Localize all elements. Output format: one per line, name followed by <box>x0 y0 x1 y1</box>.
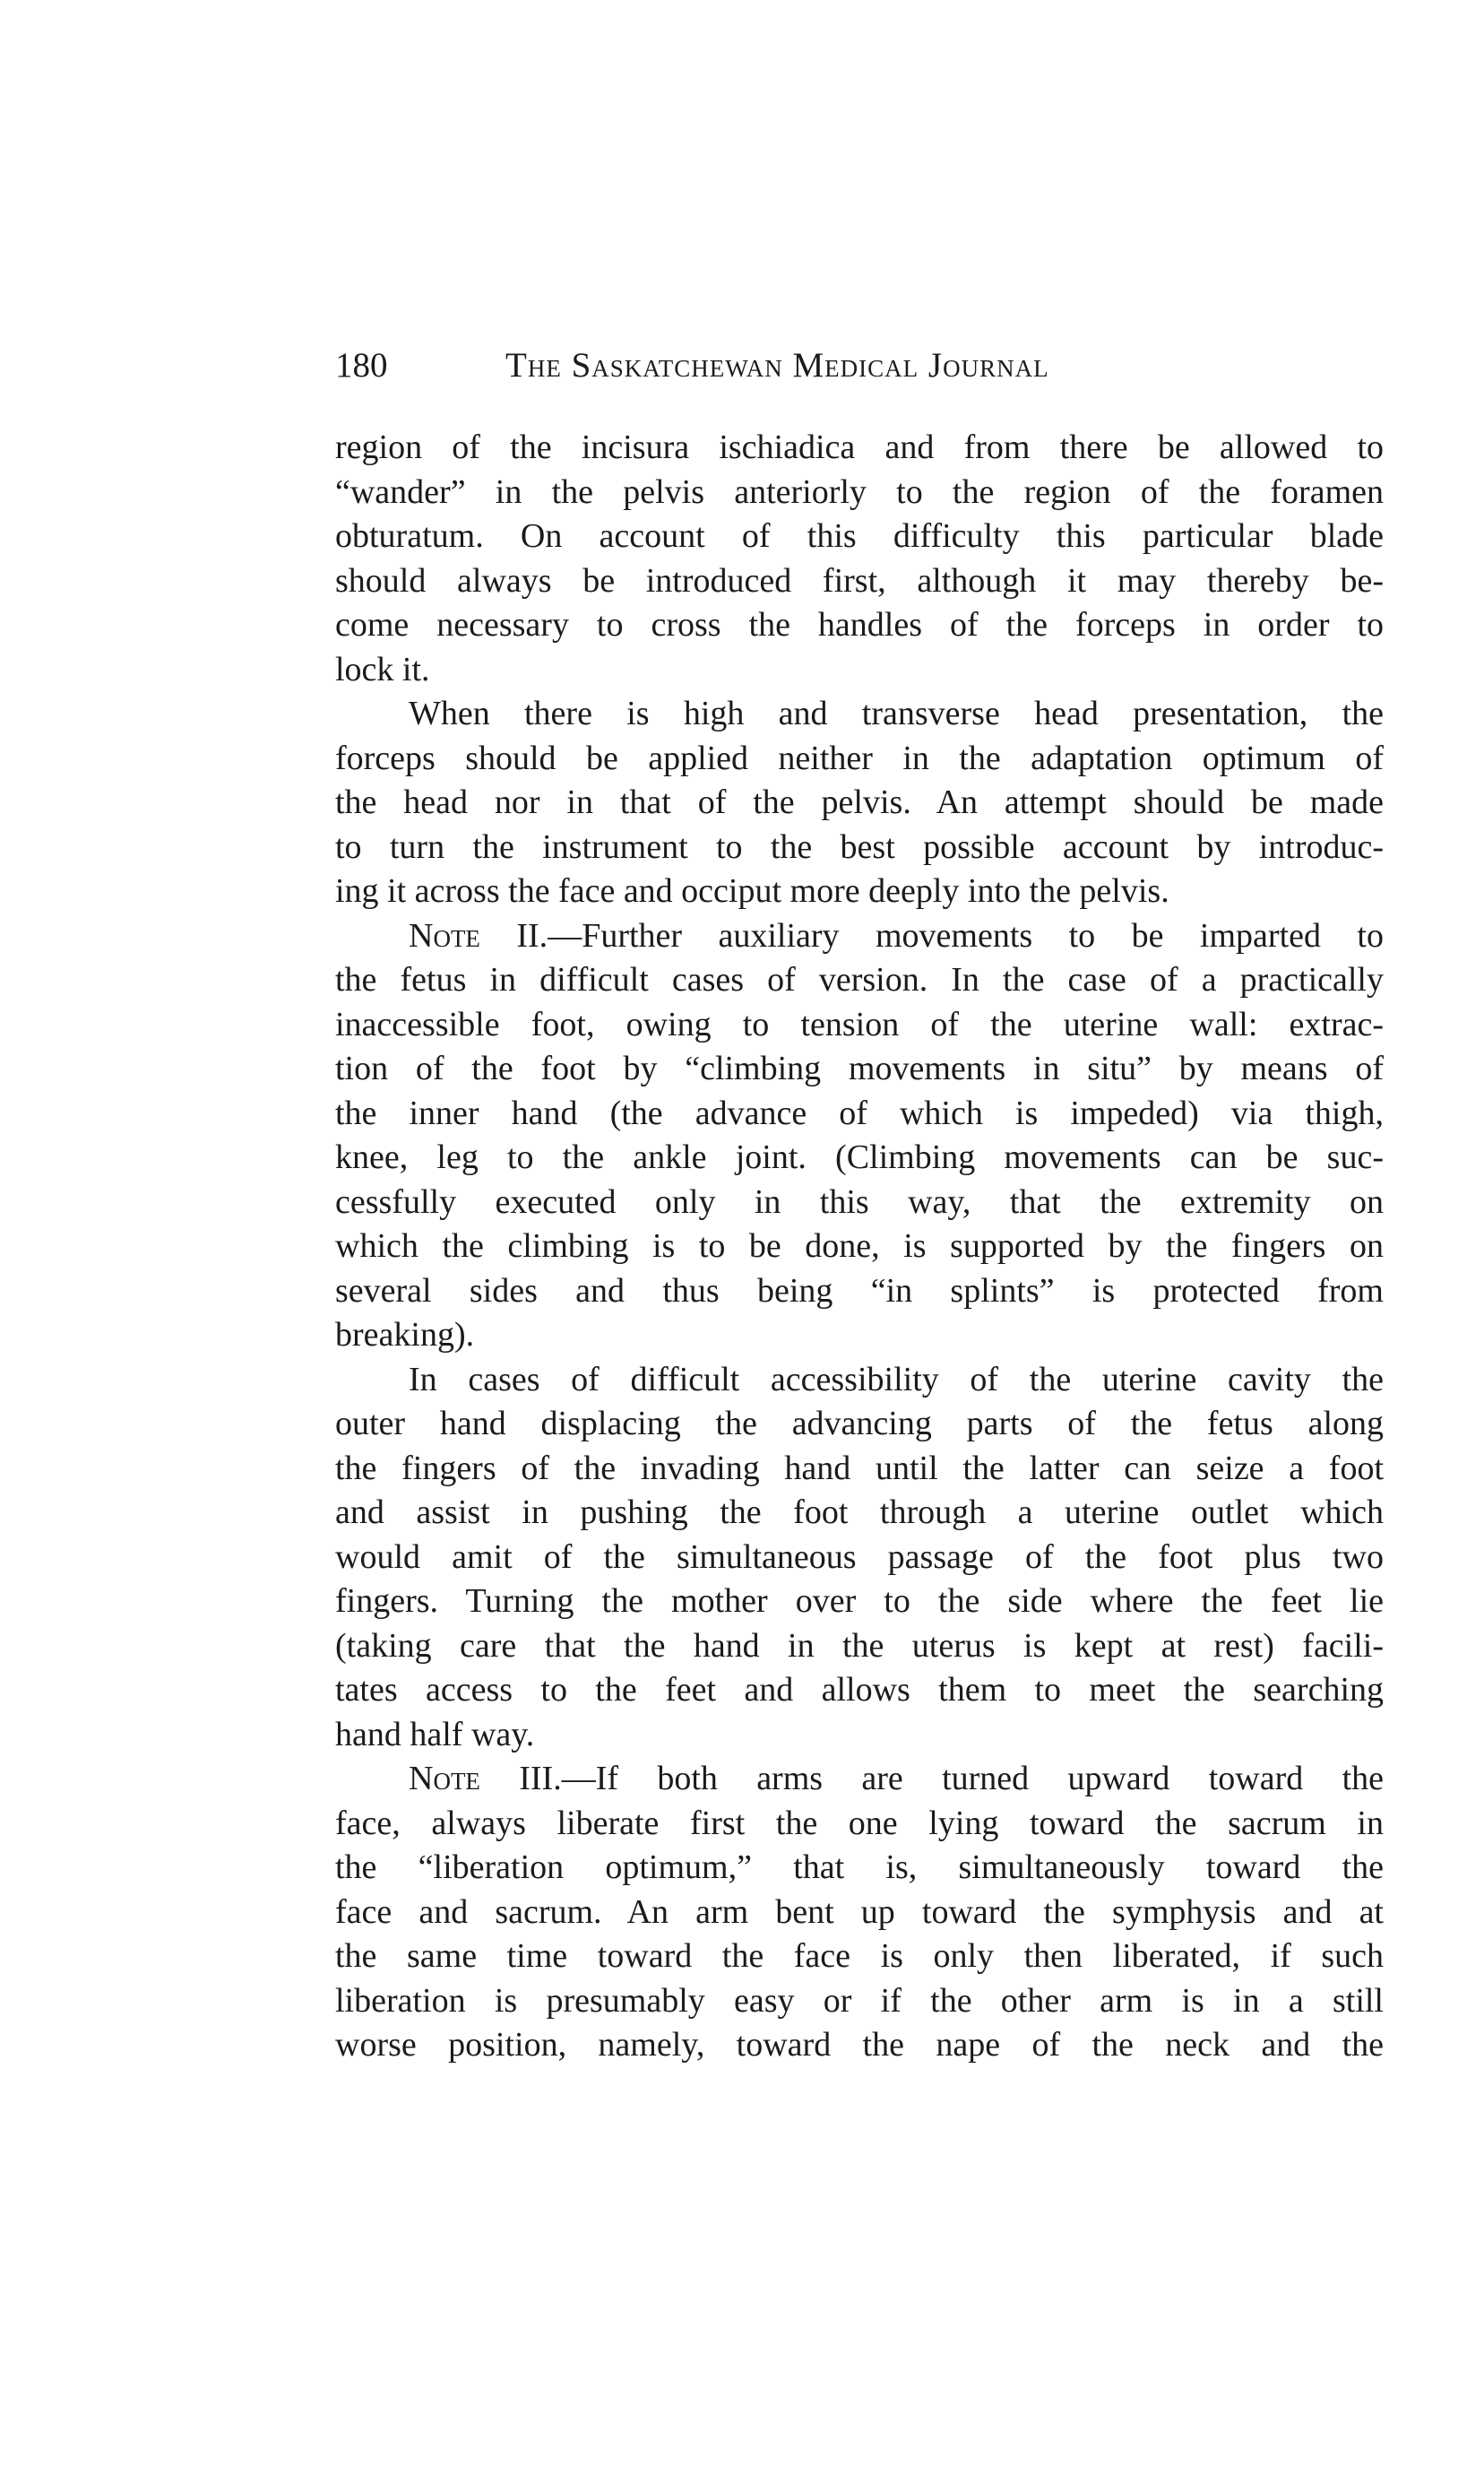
journal-title: The Saskatchewan Medical Journal <box>505 346 1049 385</box>
body-text <box>335 426 1384 2068</box>
text-line: “wander” in the pelvis anteriorly to the region of the foramen <box>335 472 1384 511</box>
text-line: should always be introduced first, although it may thereby be- <box>335 561 1384 600</box>
text-line <box>335 914 1384 959</box>
text-line: ing it across the face and occiput more deeply into the pelvis. <box>335 872 1169 910</box>
text-line: cessfully executed only in this way, that the extremity on <box>335 1182 1384 1221</box>
text-line: When there is high and transverse head presentation, the <box>409 695 1384 732</box>
text-line: liberation is presumably easy or if the other arm is in a still <box>335 1981 1384 2020</box>
paragraph <box>335 692 1384 914</box>
running-head <box>335 339 1384 393</box>
text-line: the fetus in difficult cases of version. In the case of a practically <box>335 961 1384 999</box>
text-line: would amit of the simultaneous passage of the foot plus two <box>335 1537 1384 1576</box>
text-line: face, always liberate first the one lying toward the sacrum in <box>335 1804 1384 1842</box>
note-paragraph <box>335 1757 1384 2068</box>
text-line <box>335 1757 1384 1802</box>
text-line: come necessary to cross the handles of the forceps in order to <box>335 606 1384 644</box>
text-line: tion of the foot by “climbing movements in situ” by means of <box>335 1050 1384 1087</box>
text-line: to turn the instrument to the best possible account by introduc- <box>335 827 1384 866</box>
text-line: breaking). <box>335 1316 475 1354</box>
text-line: outer hand displacing the advancing parts of the fetus along <box>335 1405 1384 1442</box>
text-line: the same time toward the face is only then liberated, if such <box>335 1937 1384 1975</box>
text-line: fingers. Turning the mother over to the side where the feet lie <box>335 1582 1384 1620</box>
text-line: lock it. <box>335 650 430 688</box>
text-line: forceps should be applied neither in the adaptation optimum of <box>335 739 1384 777</box>
note-text: —If both arms are turned upward toward the <box>561 1760 1384 1797</box>
text-line: worse position, namely, toward the nape of the neck and the <box>335 2026 1384 2064</box>
note-label: Note III. <box>409 1760 562 1797</box>
text-line: the head nor in that of the pelvis. An attempt should be made <box>335 783 1384 821</box>
text-line: tates access to the feet and allows them to meet the searching <box>335 1671 1384 1709</box>
text-line: the “liberation optimum,” that is, simultaneously toward the <box>335 1848 1384 1886</box>
text-line: hand half way. <box>335 1715 535 1753</box>
text-line: obturatum. On account of this difficulty this particular blade <box>335 517 1384 555</box>
text-line: the fingers of the invading hand until the latter can seize a foot <box>335 1449 1384 1487</box>
note-paragraph <box>335 914 1384 1358</box>
note-text: —Further auxiliary movements to be imparted to <box>548 916 1384 955</box>
text-line: knee, leg to the ankle joint. (Climbing movements can be suc- <box>335 1138 1384 1176</box>
text-line: and assist in pushing the foot through a uterine outlet which <box>335 1493 1384 1531</box>
text-line: inaccessible foot, owing to tension of the uterine wall: extrac- <box>335 1005 1384 1043</box>
text-line: which the climbing is to be done, is supported by the fingers on <box>335 1227 1384 1265</box>
paragraph <box>335 1358 1384 1758</box>
note-label: Note II. <box>409 916 548 955</box>
text-line: several sides and thus being “in splints” is protected from <box>335 1271 1384 1310</box>
text-line: the inner hand (the advance of which is impeded) via thigh, <box>335 1094 1384 1132</box>
text-line: (taking care that the hand in the uterus is kept at rest) facili- <box>335 1626 1384 1665</box>
text-line: face and sacrum. An arm bent up toward the symphysis and at <box>335 1892 1384 1931</box>
text-line: region of the incisura ischiadica and from there be allowed to <box>335 428 1384 466</box>
page-number: 180 <box>335 346 388 385</box>
text-line: In cases of difficult accessibility of the uterine cavity the <box>409 1360 1384 1398</box>
paragraph <box>335 426 1384 692</box>
